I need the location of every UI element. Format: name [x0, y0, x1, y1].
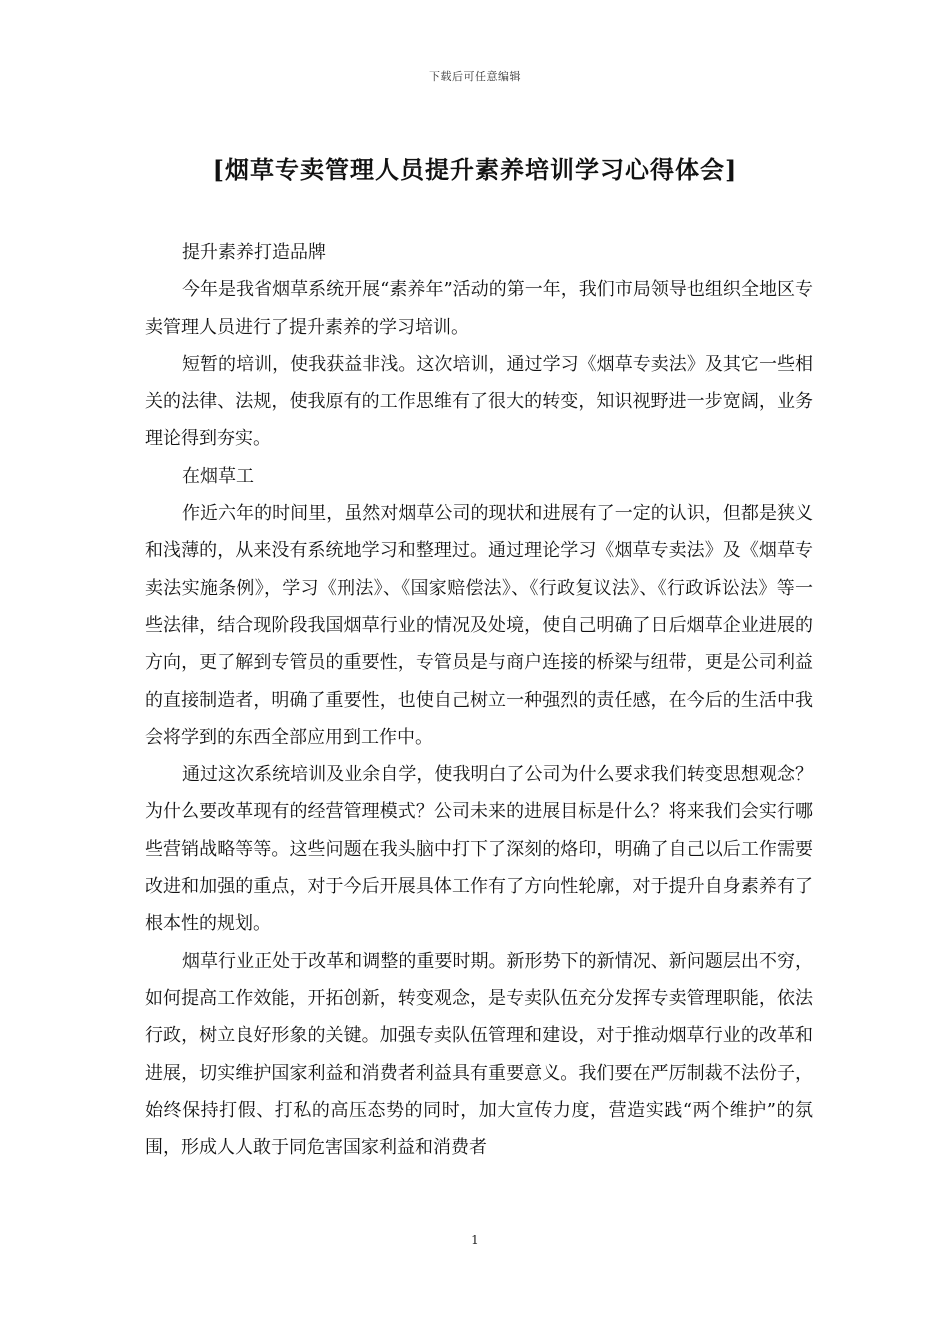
document-title: [烟草专卖管理人员提升素养培训学习心得体会] [212, 155, 738, 184]
paragraph: 提升素养打造品牌 [182, 242, 326, 263]
paragraph: 烟草行业正处于改革和调整的重要时期。新形势下的新情况、新问题层出不穷，如何提高工作效能，开拓创新，转变观念，是专卖队伍充分发挥专卖管理职能，依法行政，树立良好形象的关键。加强专卖队伍管理和建设，对于推动烟草行业的改革和进展，切实维护国家利益和消费者利益具有重要意义。我们要在严厉制裁不法份子，始终保持打假、打私的高压态势的同时，加大宣传力度，营造实践“两个维护”的氛围，形成人人敢于同危害国家利益和消费者 [145, 950, 813, 1159]
paragraph: 通过这次系统培训及业余自学，使我明白了公司为什么要求我们转变思想观念？为什么要改革现有的经营管理模式？公司未来的进展目标是什么？将来我们会实行哪些营销战略等等。这些问题在我头脑中打下了深刻的烙印，明确了自己以后工作需要改进和加强的重点，对于今后开展具体工作有了方向性轮廓，对于提升自身素养有了根本性的规划。 [145, 764, 813, 935]
header-note: 下载后可任意编辑 [429, 70, 521, 83]
document-body [145, 234, 813, 1166]
paragraph: 作近六年的时间里，虽然对烟草公司的现状和进展有了一定的认识，但都是狭义和浅薄的，从来没有系统地学习和整理过。通过理论学习《烟草专卖法》及《烟草专卖法实施条例》，学习《刑法》、《国家赔偿法》、《行政复议法》、《行政诉讼法》等一些法律，结合现阶段我国烟草行业的情况及处境，使自己明确了日后烟草企业进展的方向，更了解到专管员的重要性，专管员是与商户连接的桥梁与纽带，更是公司利益的直接制造者，明确了重要性，也使自己树立一种强烈的责任感，在今后的生活中我会将学到的东西全部应用到工作中。 [145, 503, 813, 748]
paragraph: 在烟草工 [182, 465, 254, 487]
paragraph: 今年是我省烟草系统开展“素养年”活动的第一年，我们市局领导也组织全地区专卖管理人员进行了提升素养的学习培训。 [145, 279, 813, 338]
page-number: 1 [471, 1233, 479, 1247]
paragraph: 短暂的培训，使我获益非浅。这次培训，通过学习《烟草专卖法》及其它一些相关的法律、法规，使我原有的工作思维有了很大的转变，知识视野进一步宽阔，业务理论得到夯实。 [145, 353, 813, 450]
